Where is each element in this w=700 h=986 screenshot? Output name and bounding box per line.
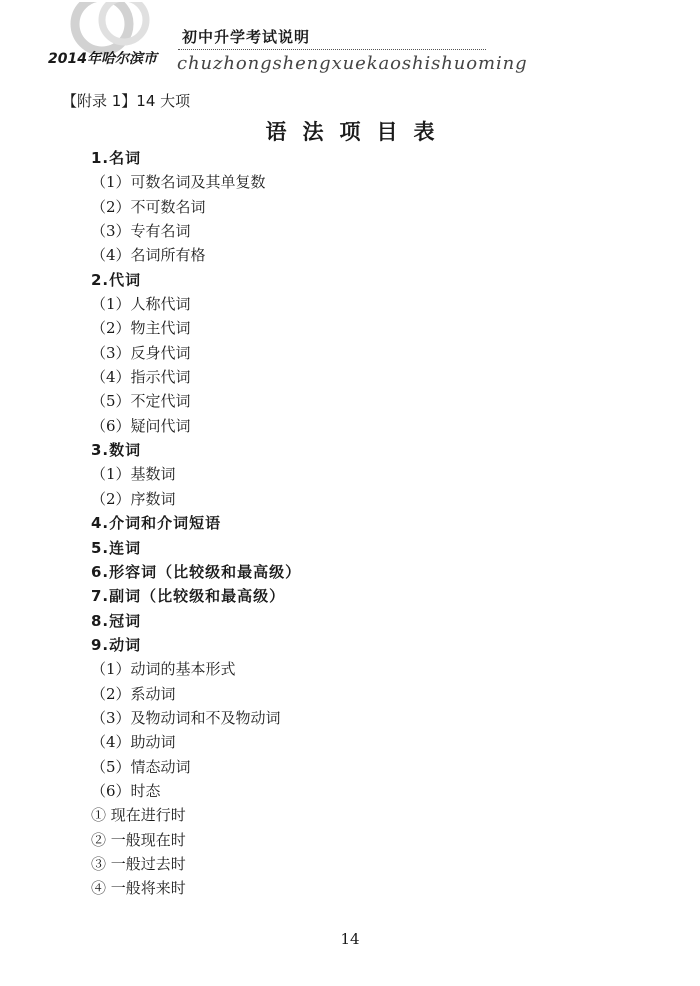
outline-subitem: （4）助动词: [91, 733, 176, 752]
outline-subitem: （1）人称代词: [91, 295, 191, 314]
header-divider: [178, 49, 486, 50]
outline-heading: 8.冠词: [91, 611, 142, 630]
outline-subitem: （4）指示代词: [91, 368, 191, 387]
outline-subitem: ④ 一般将来时: [91, 879, 186, 898]
outline-subitem: （2）物主代词: [91, 319, 191, 338]
outline-subitem: （2）系动词: [91, 684, 176, 703]
outline-subitem: （3）专有名词: [91, 222, 191, 241]
outline-heading: 5.连词: [91, 538, 142, 557]
outline-subitem: （6）时态: [91, 781, 161, 800]
outline-subitem: （4）名词所有格: [91, 246, 206, 265]
outline-heading: 9.动词: [91, 635, 142, 654]
outline-subitem: （3）反身代词: [91, 343, 191, 362]
outline-heading: 7.副词（比较级和最高级）: [91, 587, 286, 606]
outline-subitem: （3）及物动词和不及物动词: [91, 708, 281, 727]
outline-subitem: （2）序数词: [91, 489, 176, 508]
outline-subitem: （5）情态动词: [91, 757, 191, 776]
outline-subitem: （1）基数词: [91, 465, 176, 484]
outline-subitem: （5）不定代词: [91, 392, 191, 411]
header-title: 初中升学考试说明: [182, 28, 311, 46]
outline-subitem: （2）不可数名词: [91, 197, 206, 216]
outline-heading: 2.代词: [91, 270, 142, 289]
grammar-outline-list: [91, 146, 301, 901]
page-number: 14: [340, 930, 360, 948]
outline-subitem: （6）疑问代词: [91, 416, 191, 435]
outline-heading: 4.介词和介词短语: [91, 514, 222, 533]
outline-subitem: ③ 一般过去时: [91, 854, 186, 873]
page-title: 语法项目表: [265, 120, 451, 144]
outline-subitem: ② 一般现在时: [91, 830, 186, 849]
header-pinyin: chuzhongshengxuekaoshishuoming: [177, 53, 528, 74]
outline-subitem: （1）动词的基本形式: [91, 660, 236, 679]
outline-subitem: ① 现在进行时: [91, 806, 186, 825]
appendix-label: 【附录 1】14 大项: [62, 92, 191, 110]
outline-heading: 6.形容词（比较级和最高级）: [91, 562, 302, 581]
outline-subitem: （1）可数名词及其单复数: [91, 173, 266, 192]
outline-heading: 1.名词: [91, 149, 142, 167]
outline-heading: 3.数词: [91, 441, 142, 460]
header-year-city: 2014年哈尔滨市: [48, 51, 157, 67]
